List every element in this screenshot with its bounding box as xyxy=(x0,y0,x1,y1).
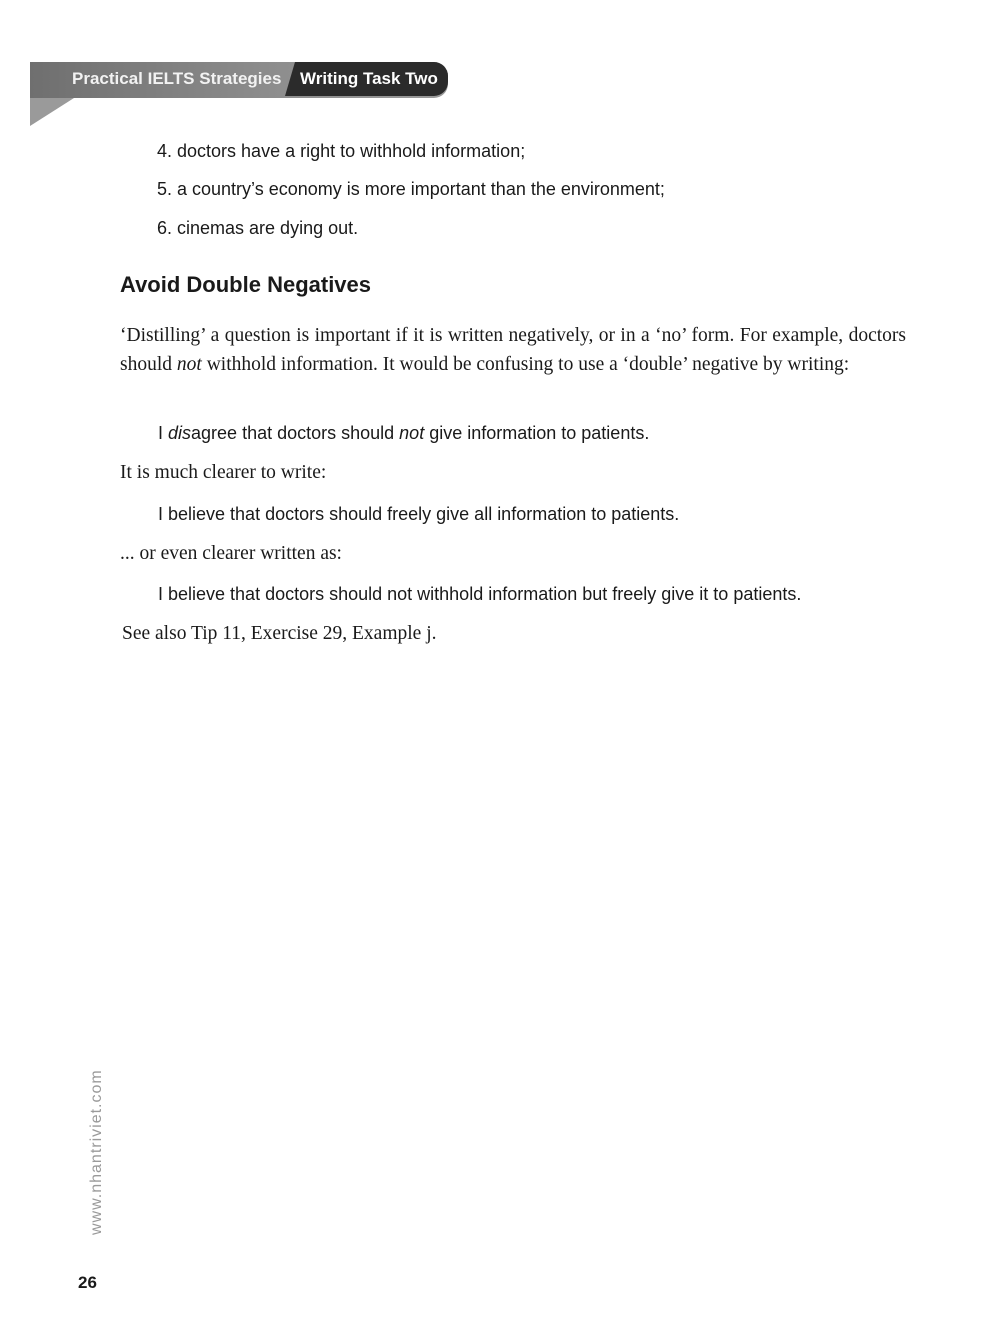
intro-text: ‘Distilling’ a question is important if it is written negatively, or in a ‘no’ form. For example, doctors should xyxy=(120,325,906,375)
body-line: ... or even clearer written as: xyxy=(120,543,342,564)
body-line: It is much clearer to write: xyxy=(120,462,327,483)
example-emphasis: not xyxy=(399,423,425,443)
intro-paragraph xyxy=(120,321,906,379)
section-heading: Avoid Double Negatives xyxy=(120,272,372,297)
example-text: I xyxy=(158,423,169,443)
list-item: 6. cinemas are dying out. xyxy=(157,218,359,238)
list-item: 5. a country’s economy is more important than the environment; xyxy=(157,179,665,199)
example-sentence: I believe that doctors should freely give all information to patients. xyxy=(158,504,680,524)
page-number: 26 xyxy=(78,1273,97,1292)
example-sentence: I believe that doctors should not withhold information but freely give it to patients. xyxy=(158,584,802,604)
header-tail xyxy=(30,98,74,126)
example-text: give information to patients. xyxy=(424,423,650,443)
book-title: Practical IELTS Strategies xyxy=(72,69,282,88)
example-sentence xyxy=(158,423,649,444)
intro-text: withhold information. It would be confusing to use a ‘double’ negative by writing: xyxy=(201,354,850,375)
watermark: www.nhantriviet.com xyxy=(88,1069,105,1235)
example-text: agree that doctors should xyxy=(191,423,400,443)
list-item: 4. doctors have a right to withhold information; xyxy=(157,141,526,161)
see-also-line: See also Tip 11, Exercise 29, Example j. xyxy=(122,623,437,644)
section-title: Writing Task Two xyxy=(300,69,438,88)
example-emphasis: dis xyxy=(168,423,192,443)
intro-emphasis: not xyxy=(176,354,202,375)
